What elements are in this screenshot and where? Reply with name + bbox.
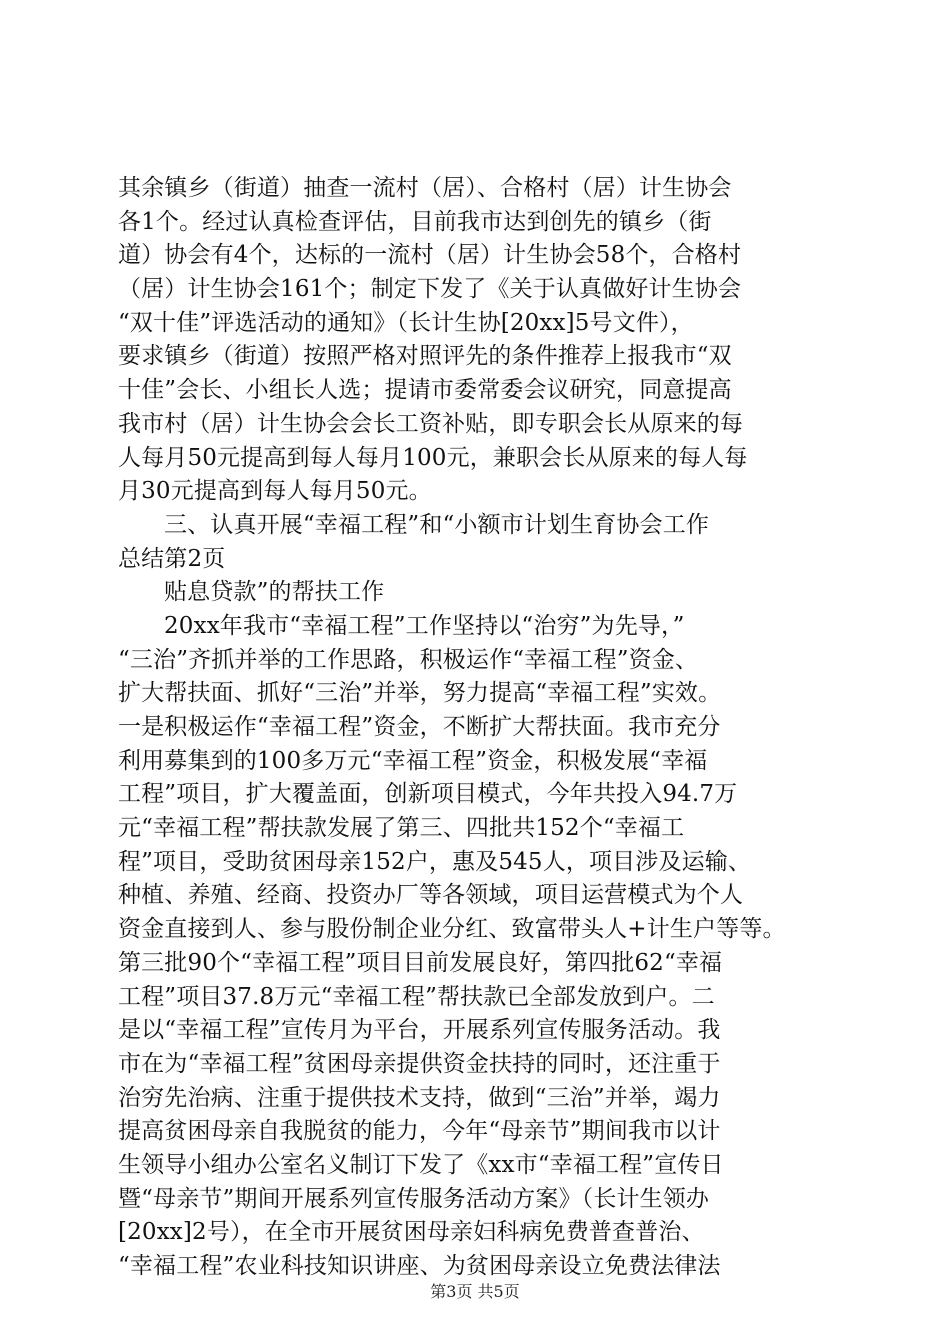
text-line: 其余镇乡（街道）抽查一流村（居）、合格村（居）计生协会 <box>118 175 732 201</box>
text-line: 各1个。经过认真检查评估，目前我市达到创先的镇乡（街 <box>118 208 712 235</box>
text-line: 人每月50元提高到每人每月100元，兼职会长从原来的每人每 <box>118 444 748 471</box>
text-line: [20xx]2号），在全市开展贫困母亲妇科病免费普查普治、 <box>118 1219 705 1246</box>
text-line: 工程”项目，扩大覆盖面，创新项目模式，今年共投入94.7万 <box>118 781 738 808</box>
text-line: 种植、养殖、经商、投资办厂等各领域，项目运营模式为个人 <box>118 882 744 909</box>
text-line: 提高贫困母亲自我脱贫的能力，今年“母亲节”期间我市以计 <box>118 1118 721 1145</box>
text-line: 要求镇乡（街道）按照严格对照评先的条件推荐上报我市“双 <box>118 343 732 370</box>
text-line: 元“幸福工程”帮扶款发展了第三、四批共152个“幸福工 <box>118 815 685 842</box>
text-line: 程”项目，受助贫困母亲152户，惠及545人，项目涉及运输、 <box>118 848 752 875</box>
text-line: 我市村（居）计生协会会长工资补贴，即专职会长从原来的每 <box>118 410 744 437</box>
text-line: 暨“母亲节”期间开展系列宣传服务活动方案》（长计生领办 <box>118 1185 710 1212</box>
section-heading-continued: 贴息贷款”的帮扶工作 <box>164 579 385 606</box>
page-footer <box>0 1282 950 1302</box>
text-line: 资金直接到人、参与股份制企业分红、致富带头人+计生户等等。 <box>118 916 786 943</box>
text-line: 工程”项目37.8万元“幸福工程”帮扶款已全部发放到户。二 <box>118 983 715 1010</box>
text-line: 扩大帮扶面、抓好“三治”并举，努力提高“幸福工程”实效。 <box>118 680 722 707</box>
text-line: 是以“幸福工程”宣传月为平台，开展系列宣传服务活动。我 <box>118 1017 721 1044</box>
section-heading: 三、认真开展“幸福工程”和“小额市计划生育协会工作 <box>164 511 710 538</box>
text-line: 十佳”会长、小组长人选；提请市委常委会议研究，同意提高 <box>118 377 732 404</box>
text-line: “三治”齐抓并举的工作思路，积极运作“幸福工程”资金、 <box>118 646 699 673</box>
text-line: “双十佳”评选活动的通知》（长计生协[20xx]5号文件）， <box>118 309 694 336</box>
text-line: 道）协会有4个，达标的一流村（居）计生协会58个，合格村 <box>118 242 742 269</box>
text-line: 利用募集到的100多万元“幸福工程”资金，积极发展“幸福 <box>118 747 708 774</box>
text-line: 治穷先治病、注重于提供技术支持，做到“三治”并举，竭力 <box>118 1084 721 1111</box>
text-line: 月30元提高到每人每月50元。 <box>118 478 432 505</box>
document-body <box>118 172 833 1284</box>
paragraph-start: 20xx年我市“幸福工程”工作坚持以“治穷”为先导，” <box>164 612 685 639</box>
page-number: 第3页 共5页 <box>430 1282 520 1301</box>
text-line: （居）计生协会161个；制定下发了《关于认真做好计生协会 <box>118 276 742 303</box>
text-line: 第三批90个“幸福工程”项目目前发展良好，第四批62“幸福 <box>118 949 723 976</box>
text-line: 市在为“幸福工程”贫困母亲提供资金扶持的同时，还注重于 <box>118 1050 721 1077</box>
text-line: “幸福工程”农业科技知识讲座、为贫困母亲设立免费法律法 <box>118 1253 721 1279</box>
text-line: 一是积极运作“幸福工程”资金，不断扩大帮扶面。我市充分 <box>118 714 721 740</box>
text-line: 总结第2页 <box>118 545 226 572</box>
text-line: 生领导小组办公室名义制订下发了《xx市“幸福工程”宣传日 <box>118 1151 724 1178</box>
